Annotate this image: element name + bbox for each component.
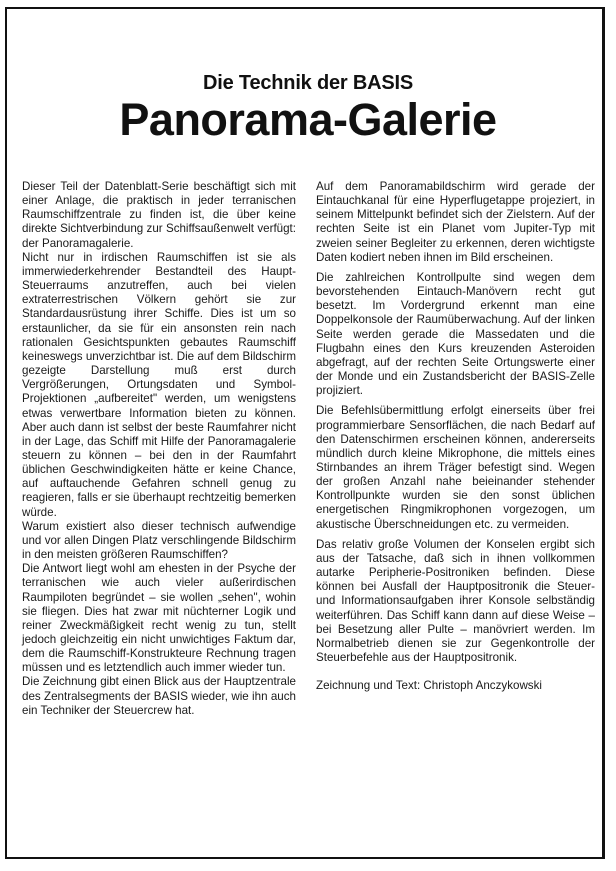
right-column <box>316 180 595 699</box>
paragraph: Auf dem Panoramabildschirm wird gerade der Eintauchkanal für eine Hyperflugetappe projeziert, in seinem Mittelpunkt befindet sich der Zielstern. Auf der rechten Seite ist ein Planet vom Jupiter-Typ mit zweien seiner Begleiter zu erkennen, deren wichtigste Daten kodiert neben ihnen im Bild erscheinen. <box>316 180 595 264</box>
paragraph: Dieser Teil der Datenblatt-Serie beschäftigt sich mit einer Anlage, die praktisch in jeder terranischen Raumschiffzentrale zu finden ist, die über keine direkte Sichtverbindung zur Schiffsaußenwelt verfügt: der Panoramagalerie. <box>22 180 296 250</box>
paragraph: Nicht nur in irdischen Raumschiffen ist sie als immerwiederkehrender Bestandteil des Haupt-Steuerraums anzutreffen, auch bei vielen extraterrestrischen Völkern gehört sie zur Standardausrüstung ihrer Schiffe. Dies ist um so erstaunlicher, da sie für ein ansonsten rein nach rationalen Gesichtspunkten gebautes Raumschiff keineswegs unverzichtbar ist. Die auf dem Bildschirm gezeigte Darstellung muß erst durch Vergrößerungen, Ortungsdaten und Symbol-Projektionen „aufbereitet" werden, um wenigstens etwas verwertbare Information bieten zu können. Aber auch dann ist selbst der beste Raumfahrer nicht in der Lage, das Schiff mit Hilfe der Panoramagalerie steuern zu können – bei den in der Raumfahrt üblichen Geschwindigkeiten hätte er keine Chance, auf auftauchende Gefahren schnell genug zu reagieren, falls er sie überhaupt rechtzeitig bemerken würde. <box>22 250 296 519</box>
series-kicker: Die Technik der BASIS <box>203 72 413 94</box>
author-credit: Zeichnung und Text: Christoph Anczykowski <box>316 679 542 693</box>
paragraph: Warum existiert also dieser technisch aufwendige und vor allen Dingen Platz verschlingende Bildschirm in den meisten größeren Raumschiffen? <box>22 519 296 562</box>
paragraph: Die zahlreichen Kontrollpulte sind wegen dem bevorstehenden Eintauch-Manövern recht gut besetzt. Im Vordergrund erkennt man eine Doppelkonsole der Raumüberwachung. Auf der linken Seite werden gerade die Massedaten und die Flugbahn eines den Kurs kreuzenden Asteroiden abgefragt, auf der rechten Seite Ortungswerte einer der Monde und ein Zustandsbericht der BASIS-Zelle projiziert. <box>316 270 595 398</box>
paragraph: Die Antwort liegt wohl am ehesten in der Psyche der terranischen wie auch vieler außerirdischen Raumpiloten begründet – sie wollen „sehen", wohin sie fliegen. Dies hat zwar mit nüchterner Logik und reiner Zweckmäßigkeit recht wenig zu tun, stellt jedoch gleichzeitig ein nicht unwichtiges Faktum dar, dem die Raumschiff-Konstrukteure Rechnung tragen müssen und es letztendlich auch immer wieder tun. <box>22 562 296 675</box>
paragraph: Das relativ große Volumen der Konselen ergibt sich aus der Tatsache, daß sich in ihnen vollkommen autarke Peripherie-Positroniken befinden. Diese können bei Ausfall der Hauptpositronik die Steuer- und Informationsaufgaben ihrer Konsole selbständig weiterführen. Das Schiff kann dann auf diese Weise – bei Besetzung aller Pulte – manövriert werden. Im Normalbetrieb dienen sie zur Gegenkontrolle der Steuerbefehle aus der Hauptpositronik. <box>316 537 595 664</box>
paragraph: Die Zeichnung gibt einen Blick aus der Hauptzentrale des Zentralsegments der BASIS wieder, wie ihn auch ein Techniker der Steuercrew hat. <box>22 675 296 717</box>
paragraph: Die Befehlsübermittlung erfolgt einerseits über frei programmierbare Sensorflächen, die nach Bedarf auf den Datenschirmen erscheinen können, andererseits mündlich durch kleine Mikrophone, die mittels eines Stirnbandes an ihrem Träger befestigt sind. Wegen der großen Anzahl nahe beieinander stehender Kontrollpunkte wurden sie den sonst üblichen energetischen Ringmikrophonen vorgezogen, um akustische Überschneidungen etc. zu vermeiden. <box>316 404 595 531</box>
page-title: Panorama-Galerie <box>119 94 497 145</box>
left-column <box>22 180 296 718</box>
